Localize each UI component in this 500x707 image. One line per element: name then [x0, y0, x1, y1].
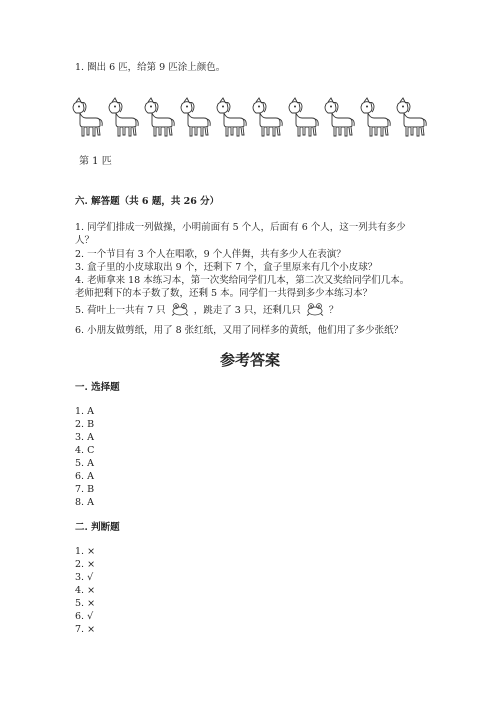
horse-question-prompt: 1. 圈出 6 匹，给第 9 匹涂上颜色。: [75, 62, 226, 73]
q4-line2: 老师把剩下的本子数了数，还剩 5 本。同学们一共得到多少本练习本？: [75, 288, 373, 299]
q6-text: 6. 小朋友做剪纸，用了 8 张红纸，又用了同样多的黄纸，他们用了多少张纸？: [75, 325, 404, 336]
answer-key-title: 参考答案: [219, 351, 280, 369]
horse-icon[interactable]: [142, 96, 176, 140]
frog-icon: [171, 302, 189, 316]
horse-icon[interactable]: [394, 96, 428, 140]
choice-answer: 3. A: [75, 432, 94, 443]
q3-text: 3. 盒子里的小皮球取出 9 个，还剩下 7 个，盒子里原来有几个小皮球？: [75, 262, 378, 273]
q5-part-a: 5. 荷叶上一共有 7 只: [75, 305, 166, 316]
judgement-answer: 2. ×: [75, 559, 96, 570]
choice-answer: 8. A: [75, 497, 94, 508]
horse-icon[interactable]: [358, 96, 392, 140]
choice-answer: 6. A: [75, 471, 94, 482]
q2-text: 2. 一个节目有 3 个人在唱歌，9 个人伴舞，共有多少人在表演？: [75, 249, 346, 260]
horse-icon[interactable]: [178, 96, 212, 140]
horse-icon[interactable]: [286, 96, 320, 140]
q1-line2: 人？: [75, 235, 95, 246]
judgement-answer: 5. ×: [75, 598, 96, 609]
q4-line1: 4. 老师拿来 18 本练习本，第一次奖给同学们几本，第二次又奖给同学们几本。: [75, 275, 410, 286]
q5-part-b: ，跳走了 3 只，还剩几只: [193, 305, 301, 316]
horse-icon[interactable]: [70, 96, 104, 140]
q5-part-c: ？: [328, 305, 339, 316]
judgement-answer: 6. √: [75, 611, 94, 622]
horse-icon[interactable]: [106, 96, 140, 140]
horse-icon[interactable]: [322, 96, 356, 140]
judgement-answer: 3. √: [75, 572, 94, 583]
choice-section-heading: 一. 选择题: [75, 382, 120, 393]
horse-icon[interactable]: [214, 96, 248, 140]
q5-text: [75, 302, 338, 317]
choice-answer: 7. B: [75, 484, 95, 495]
judgement-answer: 1. ×: [75, 546, 96, 557]
choice-answer: 5. A: [75, 458, 94, 469]
judgement-answer: 7. ×: [75, 624, 96, 635]
choice-answer: 2. B: [75, 419, 95, 430]
frog-icon: [306, 302, 324, 316]
horse-icon[interactable]: [250, 96, 284, 140]
q1-line1: 1. 同学们排成一列做操，小明前面有 5 个人，后面有 6 个人，这一列共有多少: [75, 222, 406, 233]
horse-row: [70, 96, 430, 140]
choice-answer: 4. C: [75, 445, 95, 456]
judgement-section-heading: 二. 判断题: [75, 522, 120, 533]
section-6-heading: 六. 解答题（共 6 题，共 26 分）: [75, 196, 220, 207]
first-horse-label: 第 1 匹: [79, 156, 112, 167]
choice-answer: 1. A: [75, 406, 94, 417]
judgement-answer: 4. ×: [75, 585, 96, 596]
